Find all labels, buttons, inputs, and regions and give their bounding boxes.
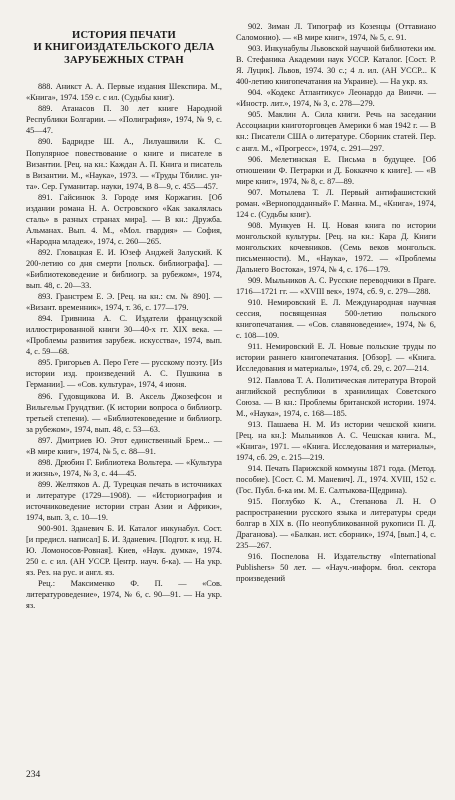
- left-entry-list: [26, 81, 222, 611]
- bibliography-entry: 890. Бадридзе Ш. А., Лилуашвили К. С. Популярное повествование о книге и писателе в Византии. [Рец. на кн.: Каждан А. П. Книга и писатель в Византии. М., «Наука», 1973. — «Труды Тбилис. ун-та». Сер. Гуманитар. науки, 1974, В 8—9, с. 455—457.: [26, 137, 222, 191]
- bibliography-entry: Рец.: Максименко Ф. П. — «Сов. литературоведение», 1974, № 6, с. 90—91. — На укр. яз.: [26, 579, 222, 611]
- bibliography-entry: 911. Немировский Е. Л. Новые польские труды по истории раннего книгопечатания. [Обзор]. — «Книга. Исследования и материалы», 1974, сб. 29, с. 207—214.: [236, 342, 436, 374]
- bibliography-entry: 895. Григорьев А. Перо Гете — русскому поэту. [Из истории изд. произведений А. С. Пушкина в Германии]. — «Сов. культура», 1974, 4 июня.: [26, 358, 222, 390]
- bibliography-entry: 889. Атанасов П. 30 лет книге Народной Республики Болгарии. — «Полиграфия», 1974, № 9, с. 45—47.: [26, 104, 222, 136]
- section-heading: [26, 30, 222, 67]
- bibliography-entry: 904. «Кодекс Атлантикус» Леонардо да Винчи. — «Иностр. лит.», 1974, № 3, с. 278—279.: [236, 88, 436, 109]
- left-column: [26, 22, 222, 611]
- bibliography-entry: 893. Гранстрем Е. Э. [Рец. на кн.: см. № 890]. — «Визант. временник», 1974, т. 36, с. 177—179.: [26, 292, 222, 313]
- right-column: [236, 21, 436, 584]
- bibliography-entry: 916. Поспелова Н. Издательству «International Publishers» 50 лет. — «Науч.-информ. бюл. сектора произведений: [236, 552, 436, 584]
- heading-line: ИСТОРИЯ ПЕЧАТИ: [72, 30, 176, 41]
- bibliography-entry: 908. Мункуев Н. Ц. Новая книга по истории монгольской культуры. [Рец. на кн.: Кара Д. Книги монгольских кочевников. (Семь веков монгольск. письменности). М., «Наука», 1972. — «Проблемы Дальнего Востока», 1974, № 4, с. 176—179.: [236, 220, 436, 275]
- bibliography-entry: 899. Желтяков А. Д. Турецкая печать в источниках и литературе (1729—1908). — «Историография и источниковедение истории стран Азии и Африки», 1974, вып. 3, с. 10—19.: [26, 479, 222, 523]
- heading-line: ЗАРУБЕЖНЫХ СТРАН: [64, 54, 184, 66]
- heading-line: И КНИГОИЗДАТЕЛЬСКОГО ДЕЛА: [33, 42, 215, 54]
- page-number: 234: [26, 770, 41, 780]
- bibliography-entry: 906. Мелетинская Е. Письма в будущее. [Об отношении Ф. Петрарки и Д. Боккаччо к книге]. — «В мире книг», 1974, № 8, с. 87—89.: [236, 154, 436, 186]
- bibliography-entry: 903. Инкунабулы Львовской научной библиотеки им. В. Стефаника Академии наук УССР. Каталог. [Сост. Р. Я. Луцик]. Львов, 1974. 30 с.; 4 л. ил. (АН УССР... К 400-летию книгопечатания на Украине). — На укр. яз.: [236, 44, 436, 87]
- bibliography-entry: 907. Мотылева Т. Л. Первый антифашистский роман. «Верноподданный» Г. Манна. М., «Книга», 1974, 124 с. (Судьбы книг).: [236, 187, 436, 219]
- bibliography-entry: 902. Зиман Л. Типограф из Козенцы (Оттавиано Саломонио). — «В мире книг», 1974, № 5, с. 91.: [236, 22, 436, 43]
- bibliography-entry: 909. Мыльников А. С. Русские переводчики в Праге. 1716—1721 гг. — «XVIII век», 1974, сб. 9, с. 279—288.: [236, 276, 436, 297]
- bibliography-entry: 914. Печать Парижской коммуны 1871 года. (Метод. пособие). [Сост. С. М. Маневич]. Л., 1974. XVIII, 152 с. (Гос. Публ. б-ка им. М. Е. Салтыкова-Щедрина).: [236, 463, 436, 495]
- right-entry-list: [236, 21, 436, 584]
- bibliography-entry: 912. Павлова Т. А. Политическая литература Второй английской республики в хранилищах Советского Союза. — В кн.: Проблемы британской истории. 1974. М., «Наука», 1974, с. 168—185.: [236, 375, 436, 418]
- bibliography-entry: 888. Аникст А. А. Первые издания Шекспира. М., «Книга», 1974. 159 с. с ил. (Судьбы книг).: [26, 82, 222, 103]
- bibliography-entry: 913. Пашаева Н. М. Из истории чешской книги. [Рец. на кн.]: Мыльников А. С. Чешская книга. М., «Книга», 1971. — «Книга. Исследования и материалы», 1974, сб. 29, с. 215—219.: [236, 419, 436, 462]
- bibliography-entry: 910. Немировский Е. Л. Международная научная сессия, посвященная 500-летию польского книгопечатания. — «Сов. славяноведение», 1974, № 6, с. 108—109.: [236, 298, 436, 341]
- bibliography-entry: 915. Поглубко К. А., Степанова Л. Н. О распространении русского языка и литературы среди болгар в XIX в. (По неопубликованной рукописи П. Д. Драганова). — «Балкан. ист. сборник», 1974, [вып.] 4, с. 235—267.: [236, 497, 436, 551]
- bibliography-entry: 896. Гудовщикова И. В. Аксель Джозефсон и Вильгельм Грундтвиг. (К истории вопроса о библиогр. третьей степени). — «Библиотековедение и библиогр. за рубежом», 1974, вып. 48, с. 53—63.: [26, 391, 222, 434]
- bibliography-entry: 898. Дрюбин Г. Библиотека Вольтера. — «Культура и жизнь», 1974, № 3, с. 44—45.: [26, 457, 222, 478]
- bibliography-entry: 894. Гривнина А. С. Издатели французской иллюстрированной книги 30—40-х гг. XIX века. — «Проблемы развития зарубеж. искусства», 1974, вып. 4, с. 59—68.: [26, 314, 222, 357]
- bibliography-entry: 897. Дмитриев Ю. Этот единственный Брем... — «В мире книг», 1974, № 5, с. 88—91.: [26, 435, 222, 456]
- bibliography-entry: 905. Маклин А. Сила книги. Речь на заседании Ассоциации книготорговцев Америки 6 мая 1942 г. — В кн.: Писатели США о литературе. Сборник статей. Пер. с англ. М., «Прогресс», 1974, с. 291—297.: [236, 110, 436, 153]
- bibliography-entry: 892. Гловацкая Е. И. Юзеф Анджей Залуский. К 200-летию со дня смерти [польск. библиографа]. — «Библиотековедение и библиогр. за рубежом», 1974, вып. 48, с. 20—33.: [26, 247, 222, 291]
- bibliography-entry: 900-901. Зданевич Б. И. Каталог инкунабул. Сост. [и предисл. написал] Б. И. Зданевич. [Подгот. к изд. Н. Ю. Ломоносов-Ровная]. Киев, «Наук. думка», 1974. 250 с. с ил. (АН УССР. Центр. науч. б-ка). — На укр. яз. Рез. на рус. и англ. яз.: [26, 524, 222, 578]
- bibliography-entry: 891. Гайсинюк З. Городе имя Коржагин. [Об издании романа Н. А. Островского «Как закалялась сталь» в разных странах мира]. — В кн.: Дружба. Альманах. Вып. 4. М., «Мол. гвардия» — София, «Народна младеж», 1974, с. 260—265.: [26, 192, 222, 246]
